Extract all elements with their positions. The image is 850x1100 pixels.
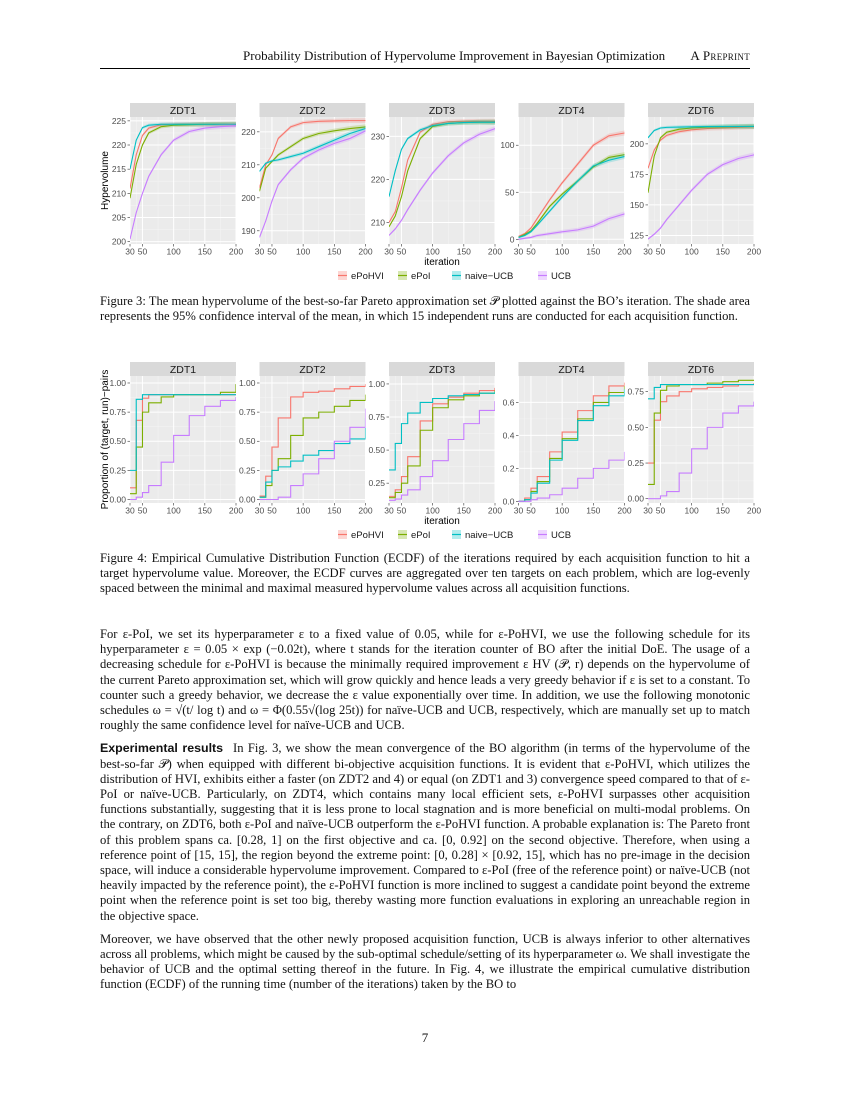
legend-item: [452, 530, 513, 541]
y-tick-label: 0.25: [627, 458, 644, 469]
y-tick-label: 0.50: [238, 436, 256, 447]
x-tick-label: 30: [384, 505, 394, 516]
y-tick-label: 1.00: [109, 377, 126, 388]
x-tick-label: 100: [555, 246, 570, 257]
y-tick-label: 220: [111, 140, 126, 151]
y-tick-label: 0.50: [109, 436, 126, 447]
x-tick-label: 150: [586, 246, 601, 257]
y-tick-label: 50: [505, 187, 515, 198]
x-tick-label: 200: [358, 505, 373, 516]
x-tick-label: 150: [586, 505, 601, 516]
x-tick-label: 200: [617, 505, 632, 516]
x-tick-label: 30: [513, 505, 524, 516]
x-tick-label: 30: [125, 505, 135, 516]
x-tick-label: 100: [425, 246, 440, 257]
x-tick-label: 50: [655, 246, 666, 257]
header-preprint-label: A Preprint: [690, 48, 750, 63]
legend-item: [398, 271, 431, 282]
y-tick-label: 0.00: [109, 494, 126, 505]
panel-title: ZDT1: [169, 364, 197, 376]
figure-3: [96, 96, 762, 288]
running-header: [100, 48, 750, 69]
x-tick-label: 150: [456, 246, 471, 257]
x-tick-label: 100: [166, 246, 181, 257]
y-tick-label: 0.25: [109, 465, 126, 476]
y-tick-label: 200: [111, 236, 126, 247]
panel-zdt3: [368, 362, 502, 516]
panel-title: ZDT2: [299, 105, 326, 117]
panel-zdt1: [112, 103, 244, 257]
x-tick-label: 50: [396, 505, 407, 516]
x-tick-label: 200: [487, 505, 503, 516]
x-tick-label: 150: [715, 505, 730, 516]
x-tick-label: 30: [513, 246, 524, 257]
legend-label: ePoI: [411, 530, 431, 541]
y-tick-label: 225: [111, 115, 126, 126]
paragraph-heading: Experimental results: [100, 741, 224, 756]
y-tick-label: 210: [111, 188, 126, 199]
x-tick-label: 200: [228, 505, 244, 516]
legend-label: UCB: [551, 271, 572, 282]
y-tick-label: 215: [111, 164, 126, 175]
figure-4-caption: Figure 4: Empirical Cumulative Distribution Function (ECDF) of the iterations required by each acquisition function to hit a target hypervolume value. Moreover, the ECDF curves are aggregated over ten targets on each problem, which are log-evenly spaced between the minimal and maximal measured hypervolume values across all acquisition functions.: [100, 551, 750, 596]
legend-label: ePoHVI: [351, 530, 384, 541]
y-tick-label: 0.25: [238, 465, 256, 476]
x-tick-label: 200: [358, 246, 373, 257]
y-tick-label: 210: [370, 217, 385, 228]
x-tick-label: 100: [296, 505, 311, 516]
y-tick-label: 125: [629, 230, 644, 241]
x-tick-label: 200: [487, 246, 503, 257]
panel-zdt3: [371, 103, 503, 257]
y-tick-label: 0.25: [368, 478, 385, 489]
legend-item: [398, 530, 431, 541]
x-tick-label: 50: [137, 246, 148, 257]
x-tick-label: 30: [125, 246, 135, 257]
x-tick-label: 50: [655, 505, 666, 516]
legend-item: [338, 271, 384, 282]
y-axis-label: Proportion of (target, run)−pairs: [100, 369, 111, 510]
page-number: 7: [421, 1030, 429, 1045]
x-tick-label: 50: [267, 246, 277, 257]
paragraph-experimental-results-text: In Fig. 3, we show the mean convergence of the BO algorithm (in terms of the hypervolume of the best-so-far 𝒫) when equipped with different bi-objective acquisition functions. It is evident that ε-PoHVI, which utilizes the distribution of HVI, exhibits either a faster (on ZDT2 and 4) or equal (on ZDT1 and 3) convergence speed compared to that of ε-PoI or naïve-UCB. Particularly, on ZDT4, which contains many local efficient sets, ε-PoHVI surpasses other acquisition functions substantially, suggesting that it is less prone to local stagnation and is more beneficial on multi-modal problems. On the contrary, on ZDT6, both ε-PoI and naïve-UCB outperform the ε-PoHVI function. A probable explanation is: The Pareto front of this problem spans ca. [0.28, 1] on the first objective and ca. [0, 0.92] on the second objective. Therefore, when using a reference point of [15, 15], the region beyond the extreme point: [0, 0.28] × [0.92, 15], which has no pre-image in the decision space, will induce a considerable hypervolume improvement. Compared to ε-PoI (free of the reference point) or naïve-UCB (not heavily impacted by the reference point), the ε-PoHVI function is more inclined to suggest a candidate point beyond the extreme point when the reference point is set too big, thereby wasting more function evaluations in exploring an unreachable region in the objective space.: [100, 741, 750, 923]
x-tick-label: 30: [254, 246, 265, 257]
legend-item: [538, 271, 571, 282]
paragraph-hyperparameters: For ε-PoI, we set its hyperparameter ε to a fixed value of 0.05, while for ε-PoHVI, we use the following schedule for its hyperparameter ε = 0.05 × exp (−0.02t), where t stands for the iteration counter of BO after the initial DoE. The usage of a decreasing schedule for ε-PoHVI is because the minimally required improvement ε HV (𝒫, r) depends on the hypervolume of the current Pareto approximation set, which will grow quickly and hence leads a very greedy behavior if ε is set to a constant. To counter such a greedy behavior, we decrease the ε value exponentially over time. In addition, we use the following monotonic schedules ω = √(t/ log t) and ω = Φ(0.55√(log 25t)) for naïve-UCB and UCB, respectively, which are manually set up to match roughly the same confidence level for naïve-UCB and UCB.: [100, 627, 750, 733]
y-tick-label: 150: [629, 199, 644, 210]
panel-title: ZDT3: [428, 105, 456, 117]
y-tick-label: 1.00: [238, 377, 256, 388]
legend-item: [538, 530, 571, 541]
x-tick-label: 50: [396, 246, 407, 257]
x-tick-label: 150: [197, 246, 212, 257]
legend-label: naive−UCB: [465, 271, 514, 282]
panel-zdt4: [503, 362, 632, 516]
y-tick-label: 0.00: [238, 494, 256, 505]
x-tick-label: 200: [228, 246, 244, 257]
panel-title: ZDT1: [169, 105, 197, 117]
legend-item: [452, 271, 513, 282]
y-tick-label: 0.2: [502, 463, 515, 474]
y-tick-label: 0.75: [627, 386, 644, 397]
figure-4-chart: [96, 355, 762, 543]
x-tick-label: 150: [456, 505, 471, 516]
x-tick-label: 100: [684, 505, 699, 516]
y-tick-label: 0.75: [109, 407, 126, 418]
y-tick-label: 0.75: [238, 407, 256, 418]
x-tick-label: 150: [715, 246, 730, 257]
body-text: [100, 627, 750, 1001]
figure-3-chart: [96, 96, 762, 288]
legend-item: [338, 530, 384, 541]
x-tick-label: 200: [746, 246, 762, 257]
y-tick-label: 1.00: [368, 378, 385, 389]
panel-title: ZDT4: [558, 105, 585, 117]
y-tick-label: 0.00: [627, 493, 644, 504]
y-tick-label: 175: [629, 169, 644, 180]
x-tick-label: 200: [746, 505, 762, 516]
y-tick-label: 0.4: [502, 430, 515, 441]
paragraph-experimental-results: [100, 741, 750, 923]
y-tick-label: 230: [370, 131, 385, 142]
panel-background: [648, 376, 754, 503]
panel-zdt6: [630, 103, 762, 257]
y-tick-label: 0.0: [502, 496, 515, 507]
x-tick-label: 100: [684, 246, 699, 257]
panel-title: ZDT2: [299, 364, 326, 376]
x-tick-label: 100: [425, 505, 440, 516]
x-tick-label: 150: [327, 246, 342, 257]
panel-zdt2: [241, 103, 373, 257]
x-tick-label: 30: [643, 505, 653, 516]
x-tick-label: 100: [296, 246, 311, 257]
x-tick-label: 30: [384, 246, 394, 257]
x-axis-label: iteration: [424, 257, 460, 268]
y-tick-label: 210: [241, 159, 256, 170]
y-tick-label: 100: [500, 140, 515, 151]
panel-zdt6: [627, 362, 761, 516]
y-tick-label: 0.50: [627, 422, 644, 433]
x-axis-label: iteration: [424, 516, 460, 527]
x-tick-label: 100: [166, 505, 181, 516]
y-tick-label: 0.50: [368, 445, 385, 456]
legend-label: ePoHVI: [351, 271, 384, 282]
y-tick-label: 0.6: [502, 397, 515, 408]
panel-title: ZDT6: [687, 105, 715, 117]
panel-title: ZDT4: [558, 364, 585, 376]
panel-zdt4: [500, 103, 632, 257]
y-tick-label: 205: [111, 212, 126, 223]
x-tick-label: 50: [137, 505, 148, 516]
x-tick-label: 50: [526, 505, 536, 516]
y-tick-label: 0.75: [368, 412, 385, 423]
y-tick-label: 0: [509, 234, 515, 245]
y-tick-label: 220: [370, 174, 385, 185]
x-tick-label: 200: [617, 246, 632, 257]
figure-4: [96, 355, 762, 543]
legend-label: naive−UCB: [465, 530, 514, 541]
y-tick-label: 200: [241, 192, 256, 203]
paragraph-ucb: Moreover, we have observed that the other newly proposed acquisition function, UCB is always inferior to other alternatives across all problems, which might be caused by the sub-optimal schedule/setting of its hyperparameter ω. We shall investigate the behavior of UCB and the optimal setting thereof in the future. In Fig. 4, we illustrate the empirical cumulative distribution function (ECDF) of the running time (number of the iterations) taken by the BO to: [100, 931, 750, 992]
panel-title: ZDT3: [428, 364, 456, 376]
panel-zdt2: [239, 362, 373, 516]
y-tick-label: 220: [241, 126, 256, 137]
legend-label: UCB: [551, 530, 572, 541]
y-tick-label: 200: [629, 138, 644, 149]
figure-3-caption: Figure 3: The mean hypervolume of the best-so-far Pareto approximation set 𝒫 plotted against the BO’s iteration. The shade area represents the 95% confidence interval of the mean, in which 15 independent runs are conducted for each acquisition function.: [100, 294, 751, 324]
header-title: Probability Distribution of Hypervolume Improvement in Bayesian Optimization: [243, 48, 666, 63]
y-tick-label: 190: [241, 225, 256, 236]
y-axis-label: Hypervolume: [100, 151, 111, 210]
x-tick-label: 50: [267, 505, 277, 516]
x-tick-label: 30: [643, 246, 653, 257]
x-tick-label: 150: [327, 505, 342, 516]
x-tick-label: 50: [526, 246, 536, 257]
x-tick-label: 150: [197, 505, 212, 516]
panel-title: ZDT6: [687, 364, 715, 376]
x-tick-label: 100: [555, 505, 570, 516]
legend-label: ePoI: [411, 271, 431, 282]
x-tick-label: 30: [254, 505, 265, 516]
panel-zdt1: [109, 362, 243, 516]
